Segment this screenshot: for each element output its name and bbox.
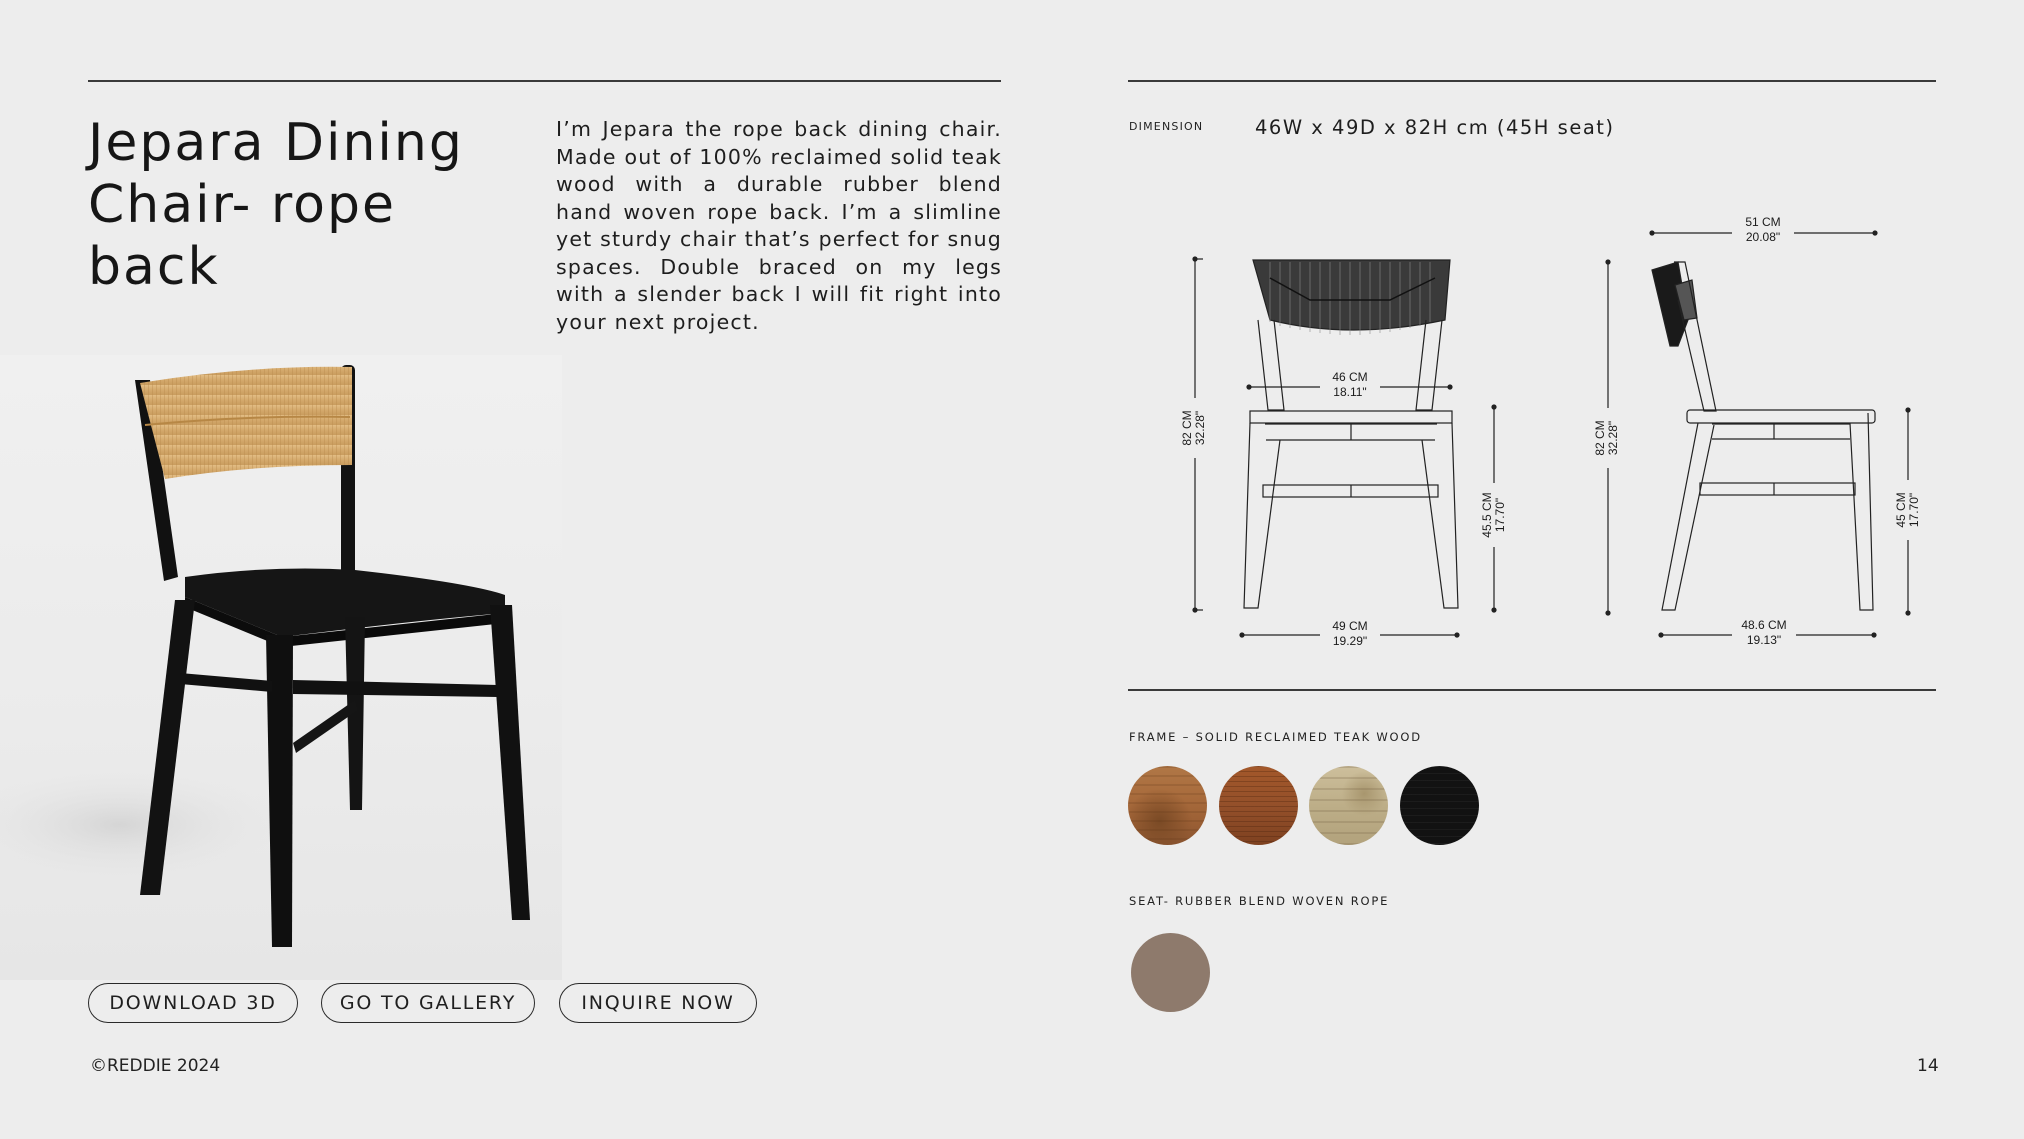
top-rule-left: [88, 80, 1001, 82]
title-line-1: Jepara Dining: [88, 113, 464, 173]
front-seat-width-label: 46 CM 18.11": [1320, 370, 1380, 400]
seat-material-label: SEAT- RUBBER BLEND WOVEN ROPE: [1129, 894, 1390, 908]
top-rule-right: [1128, 80, 1936, 82]
drawings-divider: [1128, 689, 1936, 691]
side-view-drawing: [1580, 210, 1930, 660]
dimension-value: 46W x 49D x 82H cm (45H seat): [1255, 116, 1615, 139]
page-number: 14: [1917, 1056, 1939, 1076]
front-base-width-label: 49 CM 19.29": [1320, 619, 1380, 649]
side-height-label: 82 CM 32.28": [1594, 408, 1620, 468]
front-view-drawing: [1170, 240, 1520, 660]
title-line-2: Chair- rope back: [88, 175, 396, 297]
page-title: [88, 112, 528, 298]
side-view-svg: [1580, 210, 1930, 660]
copyright: ©REDDIE 2024: [90, 1056, 221, 1076]
side-top-depth-label: 51 CM 20.08": [1732, 215, 1794, 245]
swatch-teak-whitewash[interactable]: [1309, 766, 1388, 845]
swatch-teak-natural[interactable]: [1128, 766, 1207, 845]
chair-photo-illustration: [0, 355, 562, 980]
frame-material-label: FRAME – SOLID RECLAIMED TEAK WOOD: [1129, 730, 1422, 744]
go-to-gallery-button[interactable]: GO TO GALLERY: [321, 983, 535, 1023]
side-seat-height-label: 45 CM 17.70": [1895, 480, 1921, 540]
product-photo: [0, 355, 562, 980]
side-base-depth-label: 48.6 CM 19.13": [1732, 618, 1796, 648]
download-3d-button[interactable]: DOWNLOAD 3D: [88, 983, 298, 1023]
inquire-now-button[interactable]: INQUIRE NOW: [559, 983, 757, 1023]
swatch-rope-taupe[interactable]: [1131, 933, 1210, 1012]
swatch-teak-black[interactable]: [1400, 766, 1479, 845]
front-height-label: 82 CM 32.28": [1181, 398, 1207, 458]
product-description: I’m Jepara the rope back dining chair. Made out of 100% reclaimed solid teak wood with a durable rubber blend hand woven rope back. I’m a slimline yet sturdy chair that’s perfect for snug spaces. Double braced on my legs with a slender back I will fit right into your next project.: [556, 117, 1002, 334]
front-view-svg: [1170, 240, 1520, 660]
dimension-label: DIMENSION: [1129, 120, 1204, 133]
front-seat-height-label: 45.5 CM 17.70": [1481, 483, 1507, 547]
swatch-teak-walnut[interactable]: [1219, 766, 1298, 845]
